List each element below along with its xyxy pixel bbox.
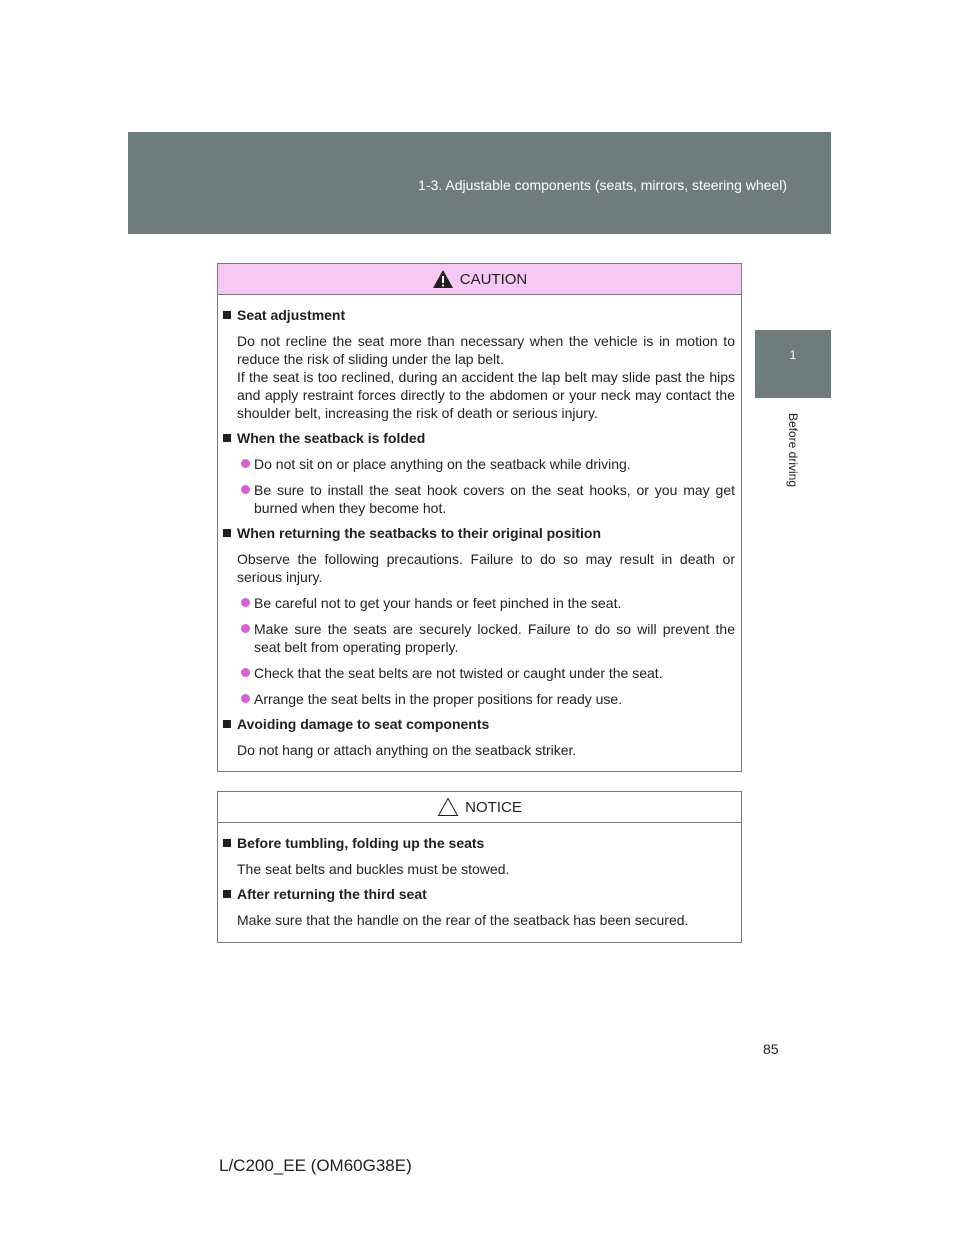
caution-box: [217, 263, 742, 772]
caution-paragraph: If the seat is too reclined, during an accident the lap belt may slide past the hips and apply restraint forces directly to the abdomen or your neck may contact the shoulder belt, increasing the risk of death or serious injury.: [237, 369, 735, 421]
caution-item-title: When returning the seatbacks to their original position: [223, 525, 735, 542]
chapter-label: Before driving: [786, 412, 800, 488]
caution-paragraph: Do not hang or attach anything on the seatback striker.: [237, 742, 577, 758]
caution-bullet: Check that the seat belts are not twisted or caught under the seat.: [223, 664, 735, 682]
document-code: L/C200_EE (OM60G38E): [219, 1156, 412, 1175]
notice-paragraph: Make sure that the handle on the rear of the seatback has been secured.: [237, 912, 689, 928]
caution-item-title: Avoiding damage to seat components: [223, 716, 735, 733]
chapter-tab: [755, 330, 831, 398]
notice-paragraph: The seat belts and buckles must be stowed.: [237, 861, 510, 877]
notice-box: [217, 791, 742, 943]
caution-bullet: Be careful not to get your hands or feet pinched in the seat.: [223, 594, 735, 612]
notice-heading: NOTICE: [465, 798, 522, 816]
caution-item-title: Seat adjustment: [223, 307, 735, 324]
page-number: 85: [763, 1041, 779, 1057]
notice-item-title: After returning the third seat: [223, 886, 735, 903]
notice-item-title: Before tumbling, folding up the seats: [223, 835, 735, 852]
caution-paragraph: Observe the following precautions. Failure to do so may result in death or serious injury.: [237, 551, 735, 585]
notice-header: [218, 792, 741, 823]
header-band: [128, 132, 831, 234]
warning-filled-icon: [432, 269, 454, 289]
caution-bullet: Arrange the seat belts in the proper positions for ready use.: [223, 690, 735, 708]
caution-item-title: When the seatback is folded: [223, 430, 735, 447]
caution-bullet: Be sure to install the seat hook covers on the seat hooks, or you may get burned when they become hot.: [223, 481, 735, 517]
caution-bullet: Do not sit on or place anything on the seatback while driving.: [223, 455, 735, 473]
chapter-number: 1: [789, 348, 797, 362]
caution-bullet: Make sure the seats are securely locked. Failure to do so will prevent the seat belt from operating properly.: [223, 620, 735, 656]
warning-outline-icon: [437, 797, 459, 817]
section-title: 1-3. Adjustable components (seats, mirrors, steering wheel): [418, 177, 787, 193]
caution-header: [218, 264, 741, 295]
caution-paragraph: Do not recline the seat more than necessary when the vehicle is in motion to reduce the risk of sliding under the lap belt.: [237, 333, 735, 367]
caution-heading: CAUTION: [459, 270, 528, 288]
